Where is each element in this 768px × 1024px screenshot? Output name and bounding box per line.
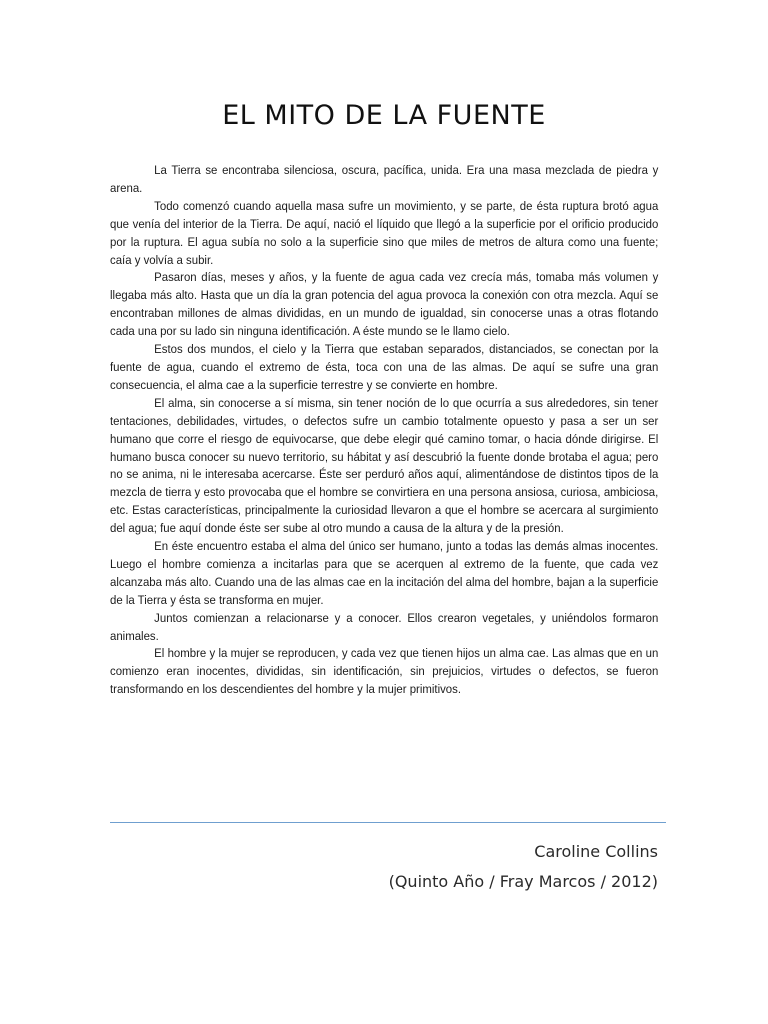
paragraph: Estos dos mundos, el cielo y la Tierra que estaban separados, distanciados, se conectan por la fuente de agua, cuando el extremo de ésta, toca con una de las almas. De aquí se sufre una gran consecuencia, el alma cae a la superficie terrestre y se convierte en hombre. — [110, 342, 659, 392]
paragraph: Juntos comienzan a relacionarse y a conocer. Ellos crearon vegetales, y uniéndolos formaron animales. — [110, 610, 659, 643]
paragraph: El alma, sin conocerse a sí misma, sin tener noción de lo que ocurría a sus alrededores, sin tener tentaciones, debilidades, virtudes, o defectos sufre un cambio totalmente opuesto y pasa a ser un ser humano que corre el riesgo de equivocarse, que debe elegir qué camino tomar, o hacia dónde dirigirse. El humano busca conocer su nuevo territorio, su hábitat y así descubrió la fuente donde brotaba el agua; pero no se anima, ni le interesaba acercarse. Éste ser perduró años aquí, alimentándose de distintos tipos de la mezcla de tierra y esto provocaba que el hombre se convirtiera en una persona ansiosa, curiosa, ambiciosa, etc. Estas características, principalmente la curiosidad llevaron a que el hombre se acercara al surgimiento del agua; fue aquí donde éste ser sube al otro mundo a causa de la altura y de la presión. — [110, 395, 659, 536]
paragraph: Todo comenzó cuando aquella masa sufre un movimiento, y se parte, de ésta ruptura brotó agua que venía del interior de la Tierra. De aquí, nació el líquido que llegó a la superficie por el orificio producido por la ruptura. El agua subía no solo a la superficie sino que miles de metros de altura como una fuente; caía y volvía a subir. — [110, 198, 659, 267]
author-info: (Quinto Año / Fray Marcos / 2012) — [388, 872, 658, 891]
paragraph: Pasaron días, meses y años, y la fuente de agua cada vez crecía más, tomaba más volumen y llegaba más alto. Hasta que un día la gran potencia del agua provoca la conexión con otra mezcla. Aquí se encontraban millones de almas divididas, en un mundo de igualdad, sin conocerse unas a otras flotando cada una por su lado sin ninguna identificación. A éste mundo se le llamo cielo. — [110, 270, 659, 339]
document-body — [110, 162, 658, 699]
paragraph: La Tierra se encontraba silenciosa, oscura, pacífica, unida. Era una masa mezclada de piedra y arena. — [110, 163, 659, 195]
paragraph: En éste encuentro estaba el alma del único ser humano, junto a todas las demás almas inocentes. Luego el hombre comienza a incitarlas para que se acerquen al extremo de la fuente, que cada vez alcanzaba más alto. Cuando una de las almas cae en la incitación del alma del hombre, bajan a la superficie de la Tierra y ésta se transforma en mujer. — [110, 539, 659, 607]
paragraph: El hombre y la mujer se reproducen, y cada vez que tienen hijos un alma cae. Las almas que en un comienzo eran inocentes, divididas, sin identificación, sin prejuicios, virtudes o defectos, se fueron transformando en los descendientes del hombre y la mujer primitivos. — [110, 646, 659, 697]
author-name: Caroline Collins — [534, 842, 658, 861]
footer-divider — [110, 822, 666, 823]
document-title: EL MITO DE LA FUENTE — [222, 100, 546, 131]
